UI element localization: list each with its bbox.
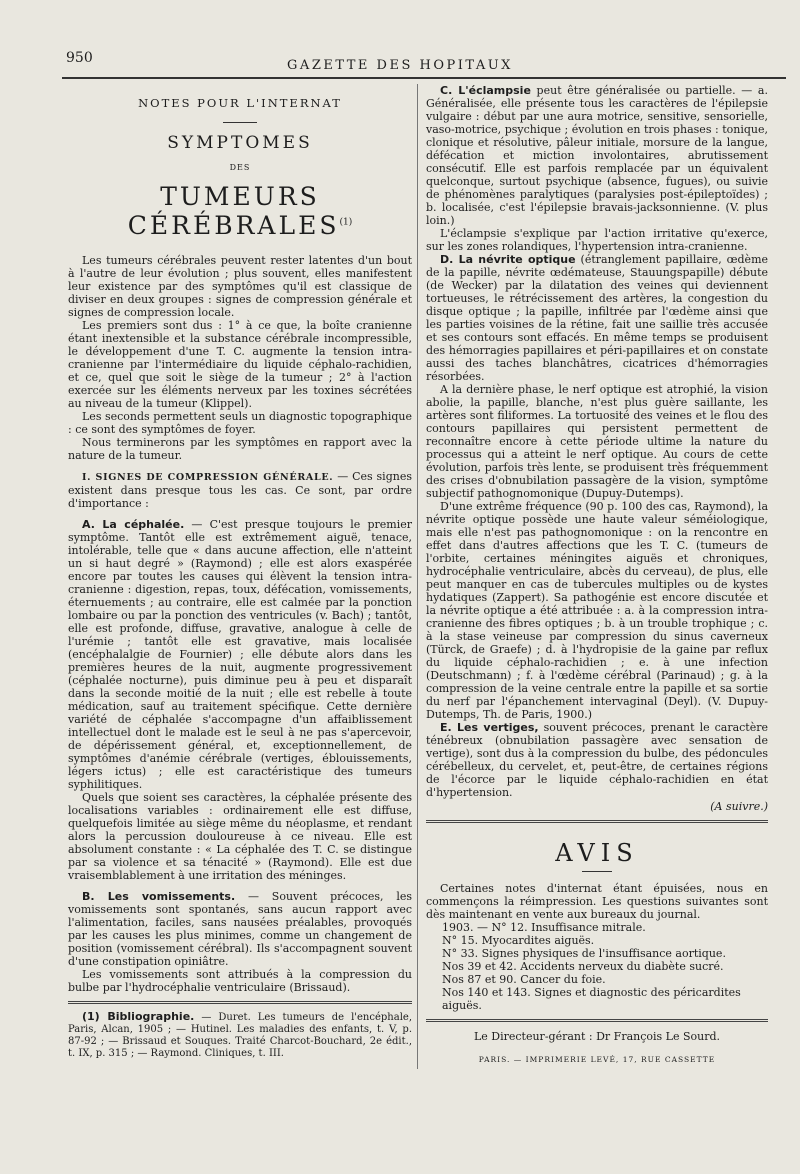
paragraph: L'éclampsie s'explique par l'action irritative qu'exerce, sur les zones rolandiques, l'hypertension intra-cranienne. (426, 227, 768, 253)
footnote-ref: (1) (339, 217, 353, 228)
right-column (426, 84, 768, 1064)
avis-list-item: Nos 39 et 42. Accidents nerveux du diabète sucré. (442, 960, 724, 973)
avis-list-item: Nos 87 et 90. Cancer du foie. (442, 973, 606, 986)
paragraph: Les vomissements sont attribués à la compression du bulbe par l'hydrocéphalie ventriculaire (Brissaud). (68, 968, 412, 994)
subsection-heading: D. La névrite optique (440, 253, 576, 266)
paragraph: Les tumeurs cérébrales peuvent rester latentes d'un bout à l'autre de leur évolution ; plus souvent, elles manifestent leur existence par des symptômes qu'il est classique de diviser en deux groupes : signes de compression générale et signes de compression locale. (68, 254, 412, 319)
subsection-paragraph (68, 518, 412, 791)
footnote-rule (68, 1001, 412, 1004)
avis-rule (426, 820, 768, 823)
paragraph: Les premiers sont dus : 1° à ce que, la boîte cranienne étant inextensible et la substance cérébrale incompressible, le développement d'une T. C. augmente la tension intra-cranienne par l'intermédiaire du liquide céphalo-rachidien, et ce, quel que soit le siège de la tumeur ; 2° à l'action exercée sur les éléments nerveux par les toxines sécrétées au niveau de la tumeur (Klippel). (68, 319, 412, 410)
column-divider (417, 84, 418, 1069)
subsection-heading: E. Les vertiges, (440, 721, 539, 734)
footnote (68, 1011, 412, 1060)
signature: Le Directeur-gérant : Dr François Le Sourd. (473, 1030, 721, 1043)
page-number: 950 (66, 50, 93, 66)
imprint: PARIS. — IMPRIMERIE LEVÉ, 17, RUE CASSETTE (478, 1055, 716, 1064)
avis-title: AVIS (555, 839, 639, 867)
section-kicker: NOTES POUR L'INTERNAT (138, 96, 342, 110)
short-rule (582, 871, 612, 872)
section-heading: I. SIGNES DE COMPRESSION GÉNÉRALE. (82, 472, 334, 483)
signature-rule (426, 1019, 768, 1022)
footnote-text: — Duret. Les tumeurs de l'encéphale, Paris, Alcan, 1905 ; — Hutinel. Les maladies des enfants, t. V, p. 87-92 ; — Brissaud et Souques. Traité Charcot-Bouchard, 2e édit., t. IX, p. 315 ; — Raymond. Cliniques, t. III. (68, 1012, 412, 1059)
subsection-paragraph (426, 84, 768, 227)
subsection-paragraph (426, 253, 768, 383)
header-rule (62, 77, 786, 79)
paragraph: D'une extrême fréquence (90 p. 100 des cas, Raymond), la névrite optique possède une haute valeur séméiologique, mais elle n'est pas pathognomonique : on la rencontre en effet dans d'autres affections que les T. C. (tumeurs de l'orbite, certaines méningites aiguës et chroniques, hydrocéphalie ventriculaire, abcès du cerveau), de plus, elle peut manquer en cas de tubercules multiples ou de kystes hydatiques (Zappert). Sa pathogénie est encore discutée et la névrite optique a été attribuée : a. à la compression intra-cranienne des fibres optiques ; b. à un trouble trophique ; c. à la stase veineuse par compression du sinus caverneux (Türck, de Graefe) ; d. à l'hydropisie de la gaine par reflux du liquide céphalo-rachidien ; e. à une infection (Deutschmann) ; f. à l'œdème cérébral (Parinaud) ; g. à la compression de la veine centrale entre la papille et sa sortie du nerf par l'épanchement intervaginal (Deyl). (V. Dupuy-Dutemps, Th. de Paris, 1900.) (426, 500, 768, 721)
paragraph: Quels que soient ses caractères, la céphalée présente des localisations variables : ordinairement elle est diffuse, quelquefois limitée au siège même du néoplasme, et rendant alors la percussion douloureuse à ce niveau. Elle est absolument constante : « La céphalée des T. C. se distingue par sa violence et sa ténacité » (Raymond). Elle est due vraisemblablement à une irritation des méninges. (68, 791, 412, 882)
subsection-text: peut être généralisée ou partielle. — a. Généralisée, elle présente tous les caractères de l'épilepsie vulgaire : début par une aura motrice, sensitive, sensorielle, vaso-motrice, psychique ; évolution en trois phases : tonique, clonique et résolutive, pâleur initiale, morsure de la langue, défécation et miction involontaires, abrutissement consécutif. Elle est parfois remplacée par un équivalent quelconque, surtout psychique (absence, fugues), ou suivie de phénomènes paralytiques (paralysies post-épileptoïdes) ; b. localisée, c'est l'épilepsie bravais-jacksonnienne. (V. plus loin.) (426, 84, 768, 227)
subsection-heading: B. Les vomissements. (82, 890, 236, 903)
avis-list (426, 921, 768, 1012)
running-title: GAZETTE DES HOPITAUX (287, 58, 513, 73)
article-title (68, 182, 412, 240)
subsection-heading: A. La céphalée. (82, 518, 185, 531)
title-line-2: DES (229, 163, 251, 172)
paragraph: Les seconds permettent seuls un diagnostic topographique : ce sont des symptômes de foyer. (68, 410, 412, 436)
avis-list-item: N° 15. Myocardites aiguës. (442, 934, 595, 947)
footnote-paragraph (68, 1011, 412, 1060)
section-text: — Ces signes existent dans presque tous les cas. Ce sont, par ordre d'importance : (68, 470, 412, 510)
paragraph: A la dernière phase, le nerf optique est atrophié, la vision abolie, la papille, blanche, n'est plus guère saillante, les artères sont filiformes. La tortuosité des veines et le flou des contours papillaires qui persistent permettent de reconnaître encore à cette période ultime la nature du processus qui a atteint le nerf optique. Au cours de cette évolution, parfois très lente, se produisent très fréquemment des crises d'obnubilation passagère de la vision, symptôme subjectif pathognomonique (Dupuy-Dutemps). (426, 383, 768, 500)
paragraph: Nous terminerons par les symptômes en rapport avec la nature de la tumeur. (68, 436, 412, 462)
avis-paragraph: Certaines notes d'internat étant épuisées, nous en commençons la réimpression. Les questions suivantes sont dès maintenant en vente aux bureaux du journal. (426, 882, 768, 921)
subsection-paragraph (426, 721, 768, 799)
subsection-text: (étranglement papillaire, œdème de la papille, névrite œdémateuse, Stauungspapille) débute (de Wecker) par la dilatation des veines qui deviennent tortueuses, le rétrécissement des artères, la congestion du disque optique ; la papille, infiltrée par l'œdème ainsi que les parties voisines de la rétine, fait une saillie très accusée et ses contours sont effacés. En même temps se produisent des hémorragies papillaires et péri-papillaires et on constate aussi des taches blanchâtres, cicatrices d'hémorragies résorbées. (426, 253, 769, 383)
avis-list-item: Nos 140 et 143. Signes et diagnostic des péricardites aiguës. (442, 986, 741, 1012)
left-column (68, 84, 412, 1060)
section-paragraph (68, 470, 412, 510)
footnote-label: (1) Bibliographie. (82, 1010, 195, 1023)
short-rule (223, 122, 257, 123)
avis-list-item: 1903. — N° 12. Insuffisance mitrale. (442, 921, 646, 934)
subsection-paragraph (68, 890, 412, 968)
to-be-continued: (A suivre.) (710, 800, 768, 813)
subsection-heading: C. L'éclampsie (440, 84, 531, 97)
title-line-1: SYMPTOMES (167, 133, 313, 153)
article-title-text: TUMEURS CÉRÉBRALES (127, 182, 340, 240)
subsection-text: — C'est presque toujours le premier symptôme. Tantôt elle est extrêmement aiguë, tenace, intolérable, telle que « dans aucune affection, elle n'atteint un si haut degré » (Raymond) ; elle est alors exaspérée encore par toutes les causes qui élèvent la tension intra-cranienne : digestion, repas, toux, défécation, vomissements, éternuements ; au contraire, elle est calmée par la ponction lombaire ou par la ponction des ventricules (v. Bach) ; tantôt, elle est profonde, diffuse, gravative, analogue à celle de l'urémie ; tantôt elle est gravative, mais localisée (encéphalalgie de Fournier) ; elle débute alors dans les premières heures de la nuit, augmente progressivement (céphalée nocturne), puis diminue peu à peu et disparaît dans la seconde moitié de la nuit ; elle est rebelle à toute médication, sauf au traitement spécifique. Cette dernière variété de céphalée s'accompagne d'un affaiblissement intellectuel dont le malade est le seul à ne pas s'apercevoir, de dépérissement général, et, exceptionnellement, de symptômes d'anémie cérébrale (vertiges, éblouissements, légers ictus) ; elle est caractéristique des tumeurs syphilitiques. (68, 518, 412, 791)
subsection-text: — Souvent précoces, les vomissements sont spontanés, sans aucun rapport avec l'alimentation, faciles, sans nausées préalables, provoqués par les causes les plus minimes, comme un changement de position (vomissement cérébral). Ils s'accompagnent souvent d'une constipation opiniâtre. (68, 890, 412, 968)
avis-list-item: N° 33. Signes physiques de l'insuffisance aortique. (442, 947, 726, 960)
subsection-text: souvent précoces, prenant le caractère ténébreux (obnubilation passagère avec sensation de vertige), sont dus à la compression du bulbe, des pédoncules cérébelleux, du cervelet, et, peut-être, de certaines régions de l'écorce par le liquide céphalo-rachidien en état d'hypertension. (426, 721, 768, 799)
